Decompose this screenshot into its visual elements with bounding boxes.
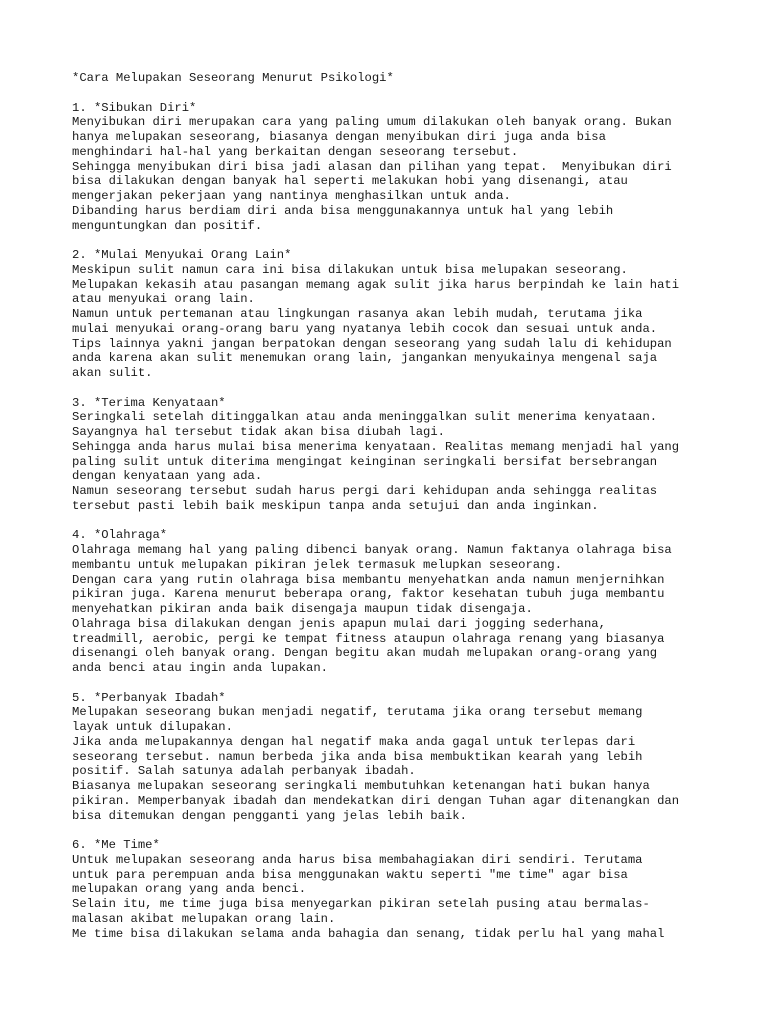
text-line: melupakan orang yang anda benci. xyxy=(72,882,307,897)
text-line: positif. Salah satunya adalah perbanyak ibadah. xyxy=(72,764,416,779)
text-line: menyehatkan pikiran anda baik disengaja maupun tidak disengaja. xyxy=(72,602,533,616)
text-line: Olahraga memang hal yang paling dibenci banyak orang. Namun faktanya olahraga bisa xyxy=(72,543,672,557)
text-line: bisa dilakukan dengan banyak hal seperti melakukan hobi yang disenangi, atau xyxy=(72,174,628,189)
text-line: bisa ditemukan dengan pengganti yang jelas lebih baik. xyxy=(72,808,467,823)
text-line: membantu untuk melupakan pikiran jelek termasuk melupkan seseorang. xyxy=(72,557,563,572)
section-paragraph xyxy=(72,410,712,513)
text-line: untuk para perempuan anda bisa menggunakan waktu seperti "me time" agar bisa xyxy=(72,867,628,882)
text-line: seseorang tersebut. namun berbeda jika anda bisa membuktikan kearah yang lebih xyxy=(72,749,643,764)
text-line: Untuk melupakan seseorang anda harus bisa membahagiakan diri sendiri. Terutama xyxy=(72,852,643,867)
section-heading: 6. *Me Time* xyxy=(72,838,160,852)
text-line: atau menyukai orang lain. xyxy=(72,292,255,307)
section-2 xyxy=(72,248,712,381)
text-line: Dibanding harus berdiam diri anda bisa menggunakannya untuk hal yang lebih xyxy=(72,203,614,218)
text-line: Biasanya melupakan seseorang seringkali membutuhkan ketenangan hati bukan hanya xyxy=(72,779,650,793)
text-line: Namun seseorang tersebut sudah harus pergi dari kehidupan anda sehingga realitas xyxy=(72,484,658,498)
section-paragraph xyxy=(72,853,712,942)
text-line: treadmill, aerobic, pergi ke tempat fitness ataupun olahraga renang yang biasanya xyxy=(72,631,665,646)
section-paragraph xyxy=(72,543,712,676)
section-heading: 2. *Mulai Menyukai Orang Lain* xyxy=(72,248,292,262)
section-paragraph xyxy=(72,705,712,823)
text-line: pikiran juga. Karena menurut beberapa orang, faktor kesehatan tubuh juga membantu xyxy=(72,587,665,602)
section-4 xyxy=(72,528,712,676)
section-heading: 3. *Terima Kenyataan* xyxy=(72,395,226,410)
text-line: Sehingga anda harus mulai bisa menerima kenyataan. Realitas memang menjadi hal yang xyxy=(72,439,680,454)
section-paragraph xyxy=(72,115,712,233)
text-line: anda benci atau ingin anda lupakan. xyxy=(72,661,328,675)
text-line: hanya melupakan seseorang, biasanya dengan menyibukan diri juga anda bisa xyxy=(72,130,606,144)
document-page xyxy=(72,71,712,956)
text-line: Tips lainnya yakni jangan berpatokan dengan seseorang yang sudah lalu di kehidupan xyxy=(72,336,672,351)
text-line: Menyibukan diri merupakan cara yang paling umum dilakukan oleh banyak orang. Bukan xyxy=(72,115,672,130)
section-heading: 5. *Perbanyak Ibadah* xyxy=(72,690,226,705)
text-line: Namun untuk pertemanan atau lingkungan rasanya akan lebih mudah, terutama jika xyxy=(72,307,643,321)
text-line: Sehingga menyibukan diri bisa jadi alasan dan pilihan yang tepat. Menyibukan diri xyxy=(72,159,672,174)
section-heading: 1. *Sibukan Diri* xyxy=(72,100,197,115)
text-line: paling sulit untuk diterima mengingat keinginan seringkali bersifat bersebrangan xyxy=(72,454,658,469)
text-line: menghindari hal-hal yang berkaitan dengan seseorang tersebut. xyxy=(72,144,519,159)
text-line: akan sulit. xyxy=(72,366,153,380)
text-line: Meskipun sulit namun cara ini bisa dilakukan untuk bisa melupakan seseorang. xyxy=(72,262,628,277)
text-line: Melupakan seseorang bukan menjadi negatif, terutama jika orang tersebut memang xyxy=(72,705,643,720)
text-line: mulai menyukai orang-orang baru yang nyatanya lebih cocok dan sesuai untuk anda. xyxy=(72,321,658,336)
text-line: Jika anda melupakannya dengan hal negatif maka anda gagal untuk terlepas dari xyxy=(72,734,636,749)
text-line: Melupakan kekasih atau pasangan memang agak sulit jika harus berpindah ke lain hati xyxy=(72,277,680,292)
section-heading: 4. *Olahraga* xyxy=(72,528,168,543)
text-line: dengan kenyataan yang ada. xyxy=(72,469,263,484)
section-1 xyxy=(72,101,712,234)
text-line: mengerjakan pekerjaan yang nantinya menghasilkan untuk anda. xyxy=(72,189,511,203)
section-6 xyxy=(72,838,712,941)
document-title: *Cara Melupakan Seseorang Menurut Psikologi* xyxy=(72,71,394,85)
text-line: anda karena akan sulit menemukan orang lain, jangankan menyukainya mengenal saja xyxy=(72,351,658,366)
text-line: Selain itu, me time juga bisa menyegarkan pikiran setelah pusing atau bermalas- xyxy=(72,897,650,911)
section-3 xyxy=(72,396,712,514)
text-line: Sayangnya hal tersebut tidak akan bisa diubah lagi. xyxy=(72,425,445,439)
text-line: disenangi oleh banyak orang. Dengan begitu akan mudah melupakan orang-orang yang xyxy=(72,646,658,661)
text-line: pikiran. Memperbanyak ibadah dan mendekatkan diri dengan Tuhan agar ditenangkan dan xyxy=(72,793,680,808)
section-paragraph xyxy=(72,263,712,381)
text-line: tersebut pasti lebih baik meskipun tanpa anda setujui dan anda inginkan. xyxy=(72,498,599,513)
section-5 xyxy=(72,691,712,824)
text-line: layak untuk dilupakan. xyxy=(72,720,233,734)
text-line: menguntungkan dan positif. xyxy=(72,218,263,233)
text-line: Seringkali setelah ditinggalkan atau anda meninggalkan sulit menerima kenyataan. xyxy=(72,410,658,425)
document-body xyxy=(72,101,712,942)
text-line: Me time bisa dilakukan selama anda bahagia dan senang, tidak perlu hal yang mahal xyxy=(72,926,665,941)
text-line: Dengan cara yang rutin olahraga bisa membantu menyehatkan anda namun menjernihkan xyxy=(72,572,665,587)
text-line: malasan akibat melupakan orang lain. xyxy=(72,911,336,926)
text-line: Olahraga bisa dilakukan dengan jenis apapun mulai dari jogging sederhana, xyxy=(72,616,606,631)
